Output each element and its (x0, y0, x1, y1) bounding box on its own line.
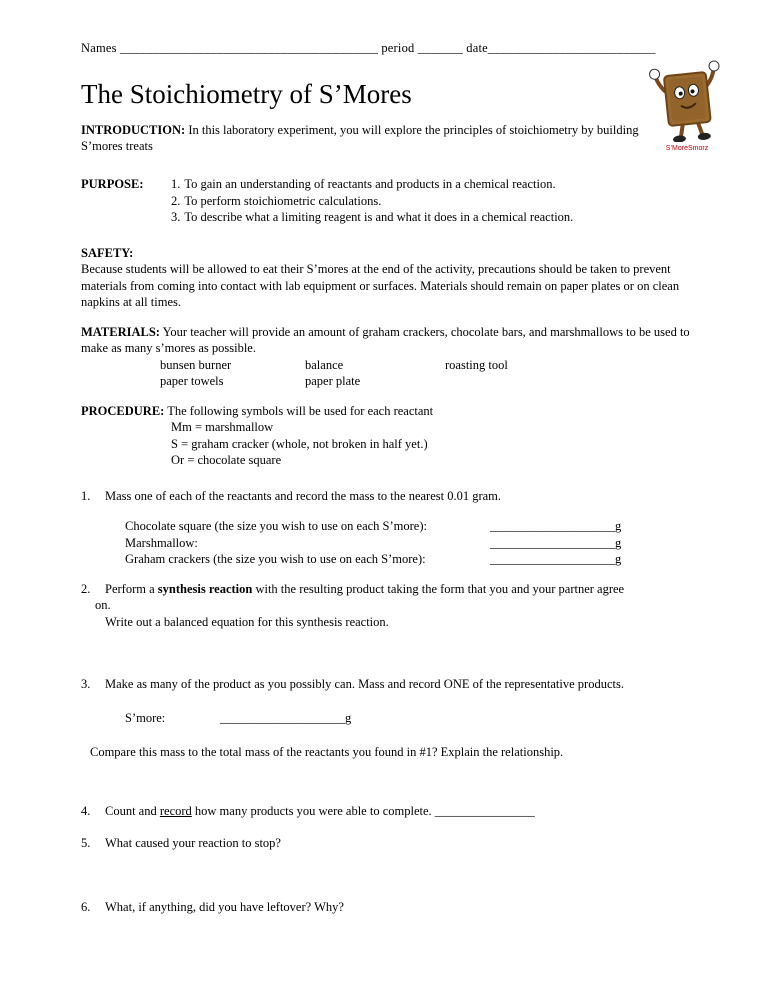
materials-list (160, 357, 698, 390)
smore-mass-row (125, 710, 698, 726)
materials-label: MATERIALS: (81, 325, 160, 340)
question-number: 4. (81, 803, 91, 818)
mass-fill-blank: ____________________g (490, 535, 622, 550)
purpose-items (171, 176, 573, 225)
question-text-part: Perform a (105, 582, 158, 597)
question-6 (81, 899, 698, 915)
question-4 (81, 803, 698, 819)
safety-label: SAFETY: (81, 246, 134, 261)
material-item: balance (305, 357, 344, 372)
materials-text: Your teacher will provide an amount of graham crackers, chocolate bars, and marshmallows to be used to make as many s’mores as possible. (81, 325, 690, 356)
materials-section (81, 324, 698, 357)
mass-row-label: Chocolate square (the size you wish to use on each S’more): (125, 519, 427, 534)
question-5 (81, 835, 698, 851)
question-text-part: Count and (105, 803, 160, 818)
count-fill-blank: ________________ (434, 803, 535, 818)
header-fill-line: Names ________________________________________ period _______ date__________________________ (81, 41, 656, 55)
material-item: paper towels (160, 373, 224, 388)
purpose-item-number: 1. (171, 177, 181, 192)
question-number: 3. (81, 676, 91, 691)
purpose-section (81, 176, 698, 225)
question-text: Make as many of the product as you possibly can. Mass and record ONE of the representative products. (105, 676, 624, 691)
mass-fill-blank: ____________________g (490, 519, 622, 534)
mascot-caption: S’MoreSmorz (665, 145, 709, 153)
purpose-item-text: To describe what a limiting reagent is and what it does in a chemical reaction. (184, 209, 574, 224)
smore-label: S’more: (125, 711, 166, 726)
question-text: What caused your reaction to stop? (105, 835, 281, 850)
material-item (445, 373, 698, 389)
question-2-line (81, 581, 698, 597)
symbol-line: Mm = marshmallow (171, 420, 274, 435)
question-number: 6. (81, 900, 91, 915)
question-2 (81, 581, 698, 630)
question-text-underlined: record (159, 803, 192, 818)
reactant-mass-table (125, 518, 698, 567)
question-text (105, 803, 698, 819)
procedure-symbols (171, 419, 698, 468)
procedure-section (81, 403, 698, 419)
purpose-item-number: 3. (171, 209, 181, 224)
procedure-label: PROCEDURE: (81, 404, 165, 419)
safety-text: Because students will be allowed to eat their S’mores at the end of the activity, precautions should be taken to prevent materials from coming into contact with lab equipment or surfaces. Materials should remain on paper plates or on clean napkins at all times. (81, 262, 680, 309)
material-item: roasting tool (445, 357, 508, 372)
mass-fill-blank: ____________________g (490, 551, 622, 566)
question-text (105, 581, 698, 597)
material-item: bunsen burner (160, 357, 232, 372)
introduction-paragraph (81, 122, 646, 155)
symbol-line: Or = chocolate square (171, 452, 282, 467)
purpose-label: PURPOSE: (81, 177, 144, 192)
question-2-wrap: on. (95, 598, 111, 613)
question-2-subinstruction: Write out a balanced equation for this synthesis reaction. (105, 614, 389, 629)
purpose-item-text: To gain an understanding of reactants and products in a chemical reaction. (184, 177, 556, 192)
question-1 (81, 488, 698, 504)
page-title: The Stoichiometry of S’Mores (81, 79, 412, 110)
purpose-item (171, 176, 573, 192)
purpose-item (171, 193, 573, 209)
procedure-text: The following symbols will be used for each reactant (167, 404, 434, 419)
purpose-item (171, 209, 573, 225)
introduction-label: INTRODUCTION: (81, 122, 186, 137)
introduction-text: In this laboratory experiment, you will explore the principles of stoichiometry by building S’mores treats (81, 122, 639, 154)
purpose-item-number: 2. (171, 193, 181, 208)
question-3 (81, 676, 698, 692)
symbol-line: S = graham cracker (whole, not broken in half yet.) (171, 436, 428, 451)
mass-row-label: Graham crackers (the size you wish to use on each S’more): (125, 551, 426, 566)
question-number: 2. (81, 582, 91, 597)
question-number: 1. (81, 489, 91, 504)
smore-mascot-graphic (647, 48, 727, 142)
mass-row-label: Marshmallow: (125, 535, 198, 550)
smore-mascot (646, 48, 728, 153)
purpose-item-text: To perform stoichiometric calculations. (184, 193, 382, 208)
material-item: paper plate (305, 373, 361, 388)
safety-section (81, 245, 698, 310)
question-text: What, if anything, did you have leftover? Why? (105, 900, 344, 915)
question-number: 5. (81, 835, 91, 850)
question-text: Mass one of each of the reactants and record the mass to the nearest 0.01 gram. (105, 489, 502, 504)
question-text-part: how many products you were able to complete. (191, 803, 435, 818)
question-text-bold: synthesis reaction (157, 582, 253, 597)
compare-instruction: Compare this mass to the total mass of the reactants you found in #1? Explain the relationship. (90, 745, 564, 760)
question-text-part: with the resulting product taking the form that you and your partner agree (252, 582, 625, 597)
smore-fill-blank: ____________________g (220, 711, 352, 726)
